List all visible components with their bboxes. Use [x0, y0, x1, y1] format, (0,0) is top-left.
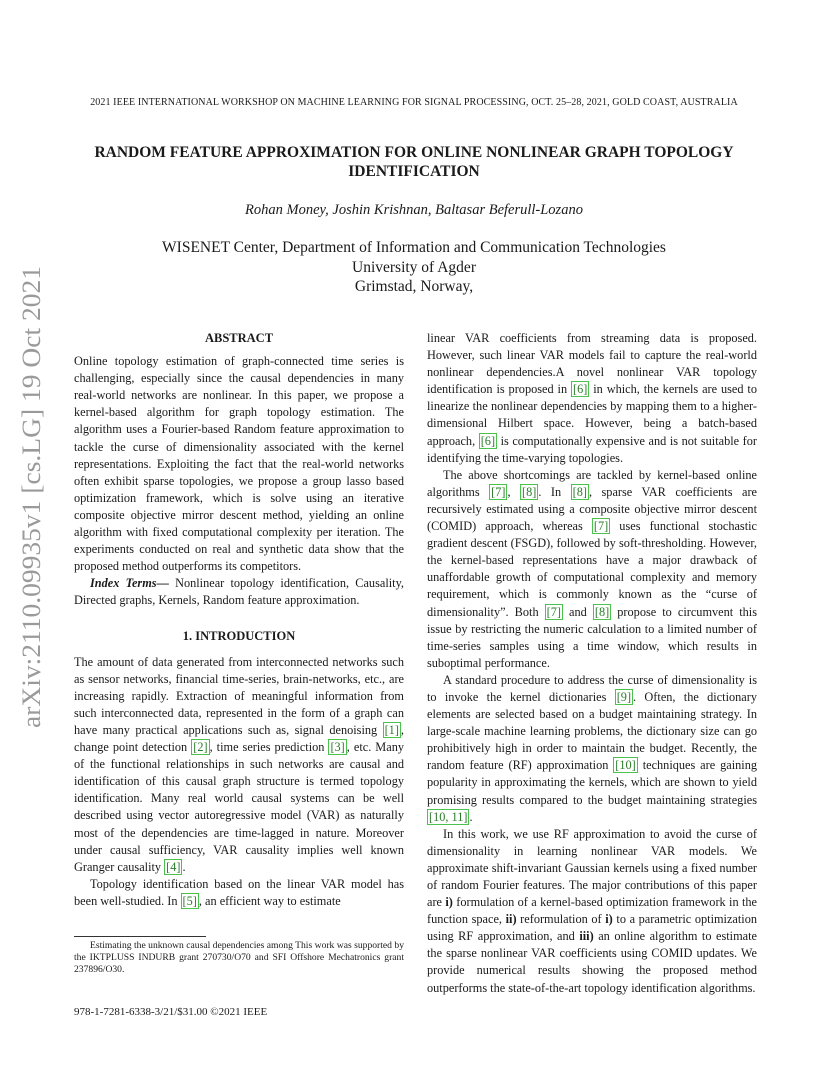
text-run: In this work, we use RF approximation to avoid the curse of dimensionality in learning nonlinear VAR models. We approximate shift-invariant Gaussian kernels using a fixed number of random Fourier features. The major contributions of this paper are — [427, 826, 757, 910]
text-run: an online algorithm to estimate the sparse nonlinear VAR coefficients using COMID updates. We provide numerical results showing the proposed method outperforms the state-of-the-art topology identification algorithms. — [427, 929, 757, 995]
text-run: . — [182, 859, 186, 874]
citation-link[interactable]: [6] — [480, 433, 496, 448]
text-run: reformulation of — [516, 912, 606, 927]
paper-title — [60, 143, 768, 181]
text-run: in which, the kernels are used to linearize the nonlinear dependencies by mapping them to a higher-dimensional Hilbert space. However, being a batch-based approach, — [427, 382, 757, 448]
text-run: The above shortcomings are tackled by kernel-based online algorithms — [427, 467, 757, 499]
title-line-1: RANDOM FEATURE APPROXIMATION FOR ONLINE NONLINEAR GRAPH TOPOLOGY — [94, 144, 734, 161]
authors: Rohan Money, Joshin Krishnan, Baltasar Beferull-Lozano — [245, 202, 583, 218]
right-paragraph-1 — [427, 330, 757, 467]
text-run: A standard procedure to address the curse of dimensionality is to invoke the kernel dictionaries — [427, 672, 757, 704]
text-run: . Often, the dictionary elements are selected based on a budget maintaining strategy. In large-scale machine learning problems, the dictionary size can go prohibitively high in order to maintain the budget. Recently, the random feature (RF) approximation — [427, 689, 757, 773]
text-run: linear VAR coefficients from streaming data is proposed. However, such linear VAR models fail to capture the real-world nonlinear dependencies.A novel nonlinear VAR topology identification is proposed in — [427, 331, 757, 397]
text-run: , time series prediction — [209, 740, 329, 755]
text-run: propose to circumvent this issue by restricting the numeric calculation to a limited number of time-series samples using a time window, which results in suboptimal performance. — [427, 604, 758, 670]
right-paragraph-3 — [427, 672, 757, 826]
text-run: and — [563, 604, 593, 619]
citation-link[interactable]: [7] — [593, 519, 609, 534]
citation-link[interactable]: [8] — [522, 484, 537, 499]
text-run: The amount of data generated from interconnected networks such as sensor networks, financial time-series, brain-networks, etc., are increasing rapidly. Extraction of meaningful information from such interconnected data, represented in the form of a graph can have many practical applications such as, signal denoising — [74, 654, 404, 737]
text-run: is computationally expensive and is not suitable for identifying the time-varying topologies. — [427, 433, 757, 465]
title-line-2: IDENTIFICATION — [348, 163, 480, 180]
abstract-heading: ABSTRACT — [204, 331, 274, 345]
citation-link[interactable]: [10] — [615, 758, 636, 773]
arxiv-stamp[interactable] — [10, 262, 50, 732]
affiliation-line-3: Grimstad, Norway, — [354, 278, 474, 295]
contribution-marker: iii) — [579, 929, 594, 944]
citation-link[interactable]: [3] — [330, 740, 345, 755]
index-terms-text: Nonlinear topology identification, Causality, Directed graphs, Kernels, Random feature approximation. — [74, 576, 404, 608]
citation-link[interactable]: [4] — [166, 859, 181, 874]
citation-link[interactable]: [6] — [573, 382, 588, 397]
intro-paragraph-2 — [74, 876, 404, 910]
citation-link[interactable]: [5] — [182, 893, 197, 908]
contribution-marker: i) — [605, 912, 613, 927]
left-column — [74, 330, 404, 910]
text-run: , an efficient way to estimate — [198, 893, 341, 908]
copyright-line: 978-1-7281-6338-3/21/$31.00 ©2021 IEEE — [74, 1006, 268, 1018]
citation-link[interactable]: [10, 11] — [429, 809, 468, 824]
citation-link[interactable]: [8] — [572, 484, 587, 499]
citation-link[interactable]: [7] — [546, 604, 561, 619]
text-run: , etc. Many of the functional relationships in such networks are causal and identification of this causal graph structure is termed topology identification. Many real world causal systems can be well described using vector autoregressive model (VAR) as naturally most of the dependencies are time-lagged in nature. Moreover under causal sufficiency, VAR causality implies well known Granger causality — [74, 740, 404, 874]
text-run: to a parametric optimization using RF approximation, and — [427, 912, 758, 944]
abstract-text: Online topology estimation of graph-connected time series is challenging, especially since the causal dependencies in many real-world networks are nonlinear. In this paper, we propose a kernel-based algorithm for graph topology estimation. The algorithm uses a Fourier-based Random feature approximation to tackle the curse of dimensionality associated with the kernel representations. Exploiting the fact that the real-world networks often exhibit sparse topologies, we propose a group lasso based optimization framework, which is solve using an iterative composite objective mirror descent method, yielding an online algorithm with fixed computational complexity per iteration. The experiments conducted on real and synthetic data show that the proposed method outperforms its competitors. — [74, 354, 404, 574]
affiliation-line-2: University of Agder — [352, 258, 476, 276]
right-paragraph-4 — [427, 826, 757, 997]
citation-link[interactable]: [8] — [594, 604, 610, 619]
intro-paragraph-1 — [74, 654, 404, 876]
affiliation-line-1: WISENET Center, Department of Information and Communication Technologies — [162, 239, 666, 256]
index-terms-label: Index Terms— — [90, 576, 169, 591]
contribution-marker: i) — [445, 895, 453, 910]
text-run: Topology identification based on the linear VAR model has been well-studied. In — [74, 876, 404, 908]
citation-link[interactable]: [2] — [193, 740, 208, 755]
footnote: Estimating the unknown causal dependencies among This work was supported by the IKTPLUSS INDURB grant 270730/O70 and SFI Offshore Mechatronics grant 237896/O30. — [74, 940, 404, 976]
right-column — [427, 330, 757, 997]
citation-link[interactable]: [9] — [616, 689, 632, 704]
contribution-marker: ii) — [505, 912, 517, 927]
index-terms — [74, 575, 404, 609]
text-run: . In — [538, 484, 571, 499]
introduction-heading: 1. INTRODUCTION — [182, 628, 296, 643]
footnote-rule — [74, 936, 206, 937]
text-run: , sparse VAR coefficients are recursively estimated using a composite objective mirror descent (COMID) approach, whereas — [427, 484, 757, 534]
conference-header: 2021 IEEE INTERNATIONAL WORKSHOP ON MACHINE LEARNING FOR SIGNAL PROCESSING, OCT. 25–28, 2021, GOLD COAST, AUSTRALIA — [90, 97, 738, 108]
text-run: formulation of a kernel-based optimization framework in the function space, — [427, 895, 757, 927]
text-run: . — [469, 809, 473, 824]
text-run: , — [507, 484, 520, 499]
affiliation — [0, 238, 828, 297]
text-run: uses functional stochastic gradient descent (FSGD), followed by soft-thresholding. However, the kernel-based representations have a major drawback of unaffordable growth of computational complexity and memory requirement, which is commonly known as the “curse of dimensionality”. Both — [427, 519, 758, 619]
citation-link[interactable]: [1] — [384, 722, 399, 737]
citation-link[interactable]: [7] — [491, 484, 506, 499]
text-run: techniques are gaining popularity in approximating the kernels, which are shown to yield promising results compared to the budget maintaining strategies — [427, 758, 757, 807]
text-run: , change point detection — [74, 722, 404, 755]
arxiv-stamp-text: arXiv:2110.09935v1 [cs.LG] 19 Oct 2021 — [17, 291, 46, 728]
right-paragraph-2 — [427, 467, 757, 672]
